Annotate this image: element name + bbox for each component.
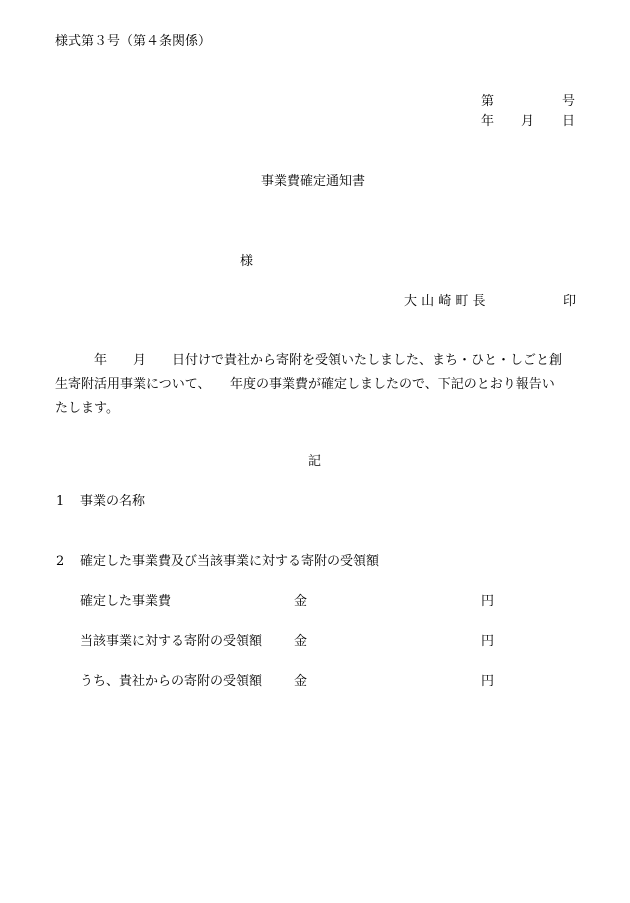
row3-yen: 円 — [481, 674, 495, 689]
sender-name: 大 山 崎 町 長 — [404, 294, 486, 309]
ki-heading: 記 — [308, 454, 322, 469]
number-dai: 第 — [481, 94, 495, 109]
seal-mark: 印 — [563, 294, 577, 309]
row3-kin: 金 — [294, 674, 308, 689]
row1-label: 確定した事業費 — [80, 594, 172, 609]
date-year: 年 — [481, 114, 495, 129]
form-label: 様式第３号（第４条関係） — [55, 34, 212, 49]
document-title: 事業費確定通知書 — [261, 174, 366, 189]
item1-label: 事業の名称 — [80, 494, 146, 509]
item2-label: 確定した事業費及び当該事業に対する寄附の受領額 — [80, 554, 380, 569]
body-paragraph — [55, 349, 575, 421]
date-day: 日 — [562, 114, 576, 129]
item1-number: 1 — [56, 494, 65, 509]
number-go: 号 — [562, 94, 576, 109]
row1-yen: 円 — [481, 594, 495, 609]
row1-kin: 金 — [294, 594, 308, 609]
row2-label: 当該事業に対する寄附の受領額 — [80, 634, 263, 649]
addressee-suffix: 様 — [240, 254, 254, 269]
body-line-2: 生寄附活用事業について、 年度の事業費が確定しましたので、下記のとおり報告い — [55, 377, 555, 392]
row2-yen: 円 — [481, 634, 495, 649]
date-month: 月 — [521, 114, 535, 129]
item2-number: 2 — [56, 554, 65, 569]
row3-label: うち、貴社からの寄附の受領額 — [80, 674, 263, 689]
body-line-3: たします。 — [55, 401, 119, 416]
row2-kin: 金 — [294, 634, 308, 649]
body-line-1: 年 月 日付けで貴社から寄附を受領いたしました、まち・ひと・しごと創 — [55, 353, 563, 368]
